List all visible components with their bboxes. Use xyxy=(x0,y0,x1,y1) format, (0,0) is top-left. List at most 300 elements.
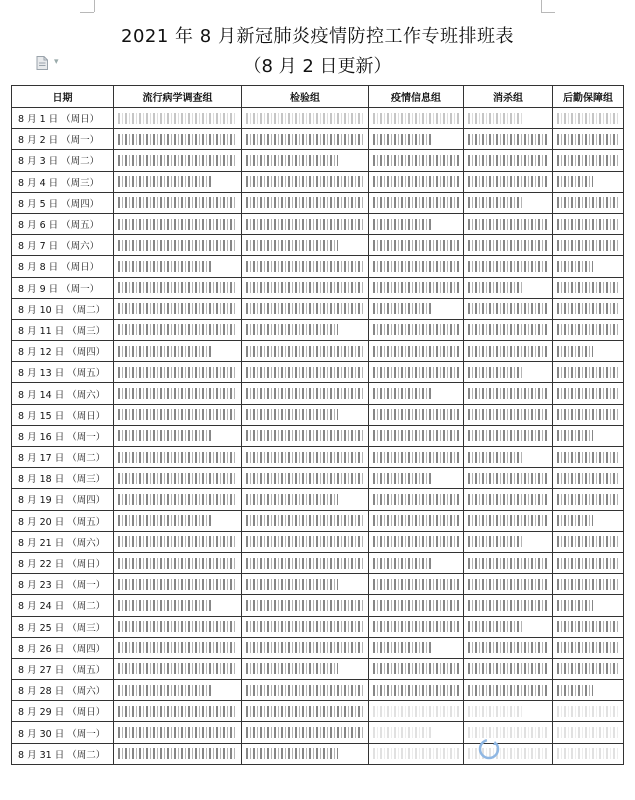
redaction-mark xyxy=(468,367,522,378)
redacted-name-cell xyxy=(553,150,624,171)
table-row xyxy=(12,743,624,764)
redacted-name-cell xyxy=(369,129,464,150)
redaction-mark xyxy=(246,261,364,272)
table-row xyxy=(12,680,624,701)
redaction-mark xyxy=(373,727,433,738)
redaction-mark xyxy=(246,663,338,674)
date-cell: 8 月 7 日 （周六） xyxy=(12,235,114,256)
redacted-name-cell xyxy=(553,171,624,192)
redaction-mark xyxy=(118,473,237,484)
redaction-mark xyxy=(468,282,522,293)
redaction-mark xyxy=(468,240,548,251)
redacted-name-cell xyxy=(553,616,624,637)
redaction-mark xyxy=(557,621,619,632)
redaction-mark xyxy=(557,409,619,420)
redaction-mark xyxy=(468,663,548,674)
date-cell: 8 月 6 日 （周五） xyxy=(12,213,114,234)
redacted-name-cell xyxy=(114,574,242,595)
page-corner-mark-left-h xyxy=(80,12,94,13)
redacted-name-cell xyxy=(553,256,624,277)
table-row xyxy=(12,108,624,129)
table-row xyxy=(12,213,624,234)
date-cell: 8 月 26 日 （周四） xyxy=(12,637,114,658)
redaction-mark xyxy=(373,367,459,378)
redacted-name-cell xyxy=(242,277,369,298)
redacted-name-cell xyxy=(242,319,369,340)
redaction-mark xyxy=(373,197,459,208)
redaction-mark xyxy=(246,134,364,145)
redaction-mark xyxy=(246,346,364,357)
table-row xyxy=(12,319,624,340)
redaction-mark xyxy=(246,473,364,484)
table-row xyxy=(12,468,624,489)
redaction-mark xyxy=(468,219,548,230)
date-cell: 8 月 30 日 （周一） xyxy=(12,722,114,743)
redacted-name-cell xyxy=(369,531,464,552)
redaction-mark xyxy=(557,197,619,208)
redaction-mark xyxy=(246,642,364,653)
redaction-mark xyxy=(468,473,548,484)
redacted-name-cell xyxy=(114,468,242,489)
date-cell: 8 月 31 日 （周二） xyxy=(12,743,114,764)
redacted-name-cell xyxy=(464,425,553,446)
redaction-mark xyxy=(246,409,338,420)
redaction-mark xyxy=(118,155,237,166)
date-cell: 8 月 29 日 （周日） xyxy=(12,701,114,722)
redacted-name-cell xyxy=(464,150,553,171)
redaction-mark xyxy=(246,748,338,759)
date-cell: 8 月 20 日 （周五） xyxy=(12,510,114,531)
redacted-name-cell xyxy=(369,171,464,192)
date-cell: 8 月 25 日 （周三） xyxy=(12,616,114,637)
redaction-mark xyxy=(373,113,459,124)
redacted-name-cell xyxy=(464,531,553,552)
redacted-name-cell xyxy=(114,552,242,573)
redaction-mark xyxy=(246,113,364,124)
table-row xyxy=(12,150,624,171)
redaction-mark xyxy=(468,155,548,166)
redaction-mark xyxy=(118,515,211,526)
redaction-mark xyxy=(246,367,364,378)
redacted-name-cell xyxy=(464,701,553,722)
redacted-name-cell xyxy=(242,531,369,552)
redaction-mark xyxy=(468,261,548,272)
table-row xyxy=(12,489,624,510)
table-row xyxy=(12,362,624,383)
redaction-mark xyxy=(246,324,338,335)
redaction-mark xyxy=(468,134,548,145)
redaction-mark xyxy=(468,515,548,526)
date-cell: 8 月 15 日 （周日） xyxy=(12,404,114,425)
header-info: 疫情信息组 xyxy=(369,86,464,108)
redaction-mark xyxy=(557,324,619,335)
redacted-name-cell xyxy=(464,319,553,340)
redacted-name-cell xyxy=(464,680,553,701)
date-cell: 8 月 28 日 （周六） xyxy=(12,680,114,701)
redacted-name-cell xyxy=(369,489,464,510)
redacted-name-cell xyxy=(553,722,624,743)
redaction-mark xyxy=(118,685,211,696)
redaction-mark xyxy=(373,642,433,653)
redaction-mark xyxy=(246,240,338,251)
redaction-mark xyxy=(118,600,211,611)
table-row xyxy=(12,552,624,573)
redacted-name-cell xyxy=(369,425,464,446)
redacted-name-cell xyxy=(464,552,553,573)
table-row xyxy=(12,722,624,743)
date-cell: 8 月 5 日 （周四） xyxy=(12,192,114,213)
redaction-mark xyxy=(557,536,619,547)
redaction-mark xyxy=(373,558,433,569)
header-epidemiology: 流行病学调查组 xyxy=(114,86,242,108)
redaction-mark xyxy=(246,388,364,399)
redacted-name-cell xyxy=(369,701,464,722)
redacted-name-cell xyxy=(553,637,624,658)
redaction-mark xyxy=(246,515,364,526)
redacted-name-cell xyxy=(242,425,369,446)
redaction-mark xyxy=(246,155,338,166)
redaction-mark xyxy=(118,303,237,314)
redaction-mark xyxy=(118,346,211,357)
redaction-mark xyxy=(118,706,237,717)
redacted-name-cell xyxy=(114,531,242,552)
redaction-mark xyxy=(118,240,237,251)
redacted-name-cell xyxy=(242,404,369,425)
redacted-name-cell xyxy=(242,192,369,213)
redacted-name-cell xyxy=(369,256,464,277)
redacted-name-cell xyxy=(553,383,624,404)
redaction-mark xyxy=(246,494,338,505)
date-cell: 8 月 17 日 （周二） xyxy=(12,447,114,468)
redaction-mark xyxy=(373,621,459,632)
redacted-name-cell xyxy=(464,171,553,192)
redaction-mark xyxy=(557,240,619,251)
redacted-name-cell xyxy=(114,383,242,404)
redacted-name-cell xyxy=(464,108,553,129)
date-cell: 8 月 14 日 （周六） xyxy=(12,383,114,404)
schedule-table xyxy=(11,85,624,765)
redacted-name-cell xyxy=(369,150,464,171)
redacted-name-cell xyxy=(369,319,464,340)
redaction-mark xyxy=(373,452,459,463)
redacted-name-cell xyxy=(242,341,369,362)
redacted-name-cell xyxy=(464,192,553,213)
redacted-name-cell xyxy=(114,108,242,129)
redaction-mark xyxy=(373,219,433,230)
date-cell: 8 月 1 日 （周日） xyxy=(12,108,114,129)
redaction-mark xyxy=(373,409,459,420)
redacted-name-cell xyxy=(114,150,242,171)
redacted-name-cell xyxy=(369,404,464,425)
redacted-name-cell xyxy=(464,362,553,383)
redacted-name-cell xyxy=(114,298,242,319)
redacted-name-cell xyxy=(114,743,242,764)
redacted-name-cell xyxy=(242,574,369,595)
redacted-name-cell xyxy=(242,383,369,404)
table-row xyxy=(12,510,624,531)
date-cell: 8 月 10 日 （周二） xyxy=(12,298,114,319)
redacted-name-cell xyxy=(242,743,369,764)
redaction-mark xyxy=(373,155,459,166)
redacted-name-cell xyxy=(553,235,624,256)
redacted-name-cell xyxy=(369,362,464,383)
redaction-mark xyxy=(118,388,237,399)
table-row xyxy=(12,616,624,637)
redacted-name-cell xyxy=(114,192,242,213)
redaction-mark xyxy=(557,600,593,611)
table-row xyxy=(12,637,624,658)
redacted-name-cell xyxy=(114,277,242,298)
redaction-mark xyxy=(373,706,459,717)
redaction-mark xyxy=(246,706,364,717)
redaction-mark xyxy=(373,536,459,547)
redacted-name-cell xyxy=(242,510,369,531)
redaction-mark xyxy=(246,430,364,441)
redaction-mark xyxy=(373,388,433,399)
redacted-name-cell xyxy=(114,235,242,256)
redaction-mark xyxy=(118,197,237,208)
redacted-name-cell xyxy=(369,235,464,256)
redacted-name-cell xyxy=(464,277,553,298)
redacted-name-cell xyxy=(369,108,464,129)
redaction-mark xyxy=(468,452,522,463)
redaction-mark xyxy=(468,303,548,314)
schedule-body xyxy=(12,108,624,765)
redaction-mark xyxy=(373,515,459,526)
redaction-mark xyxy=(118,282,237,293)
redacted-name-cell xyxy=(114,319,242,340)
redacted-name-cell xyxy=(242,129,369,150)
redaction-mark xyxy=(246,579,338,590)
redacted-name-cell xyxy=(464,595,553,616)
redacted-name-cell xyxy=(114,701,242,722)
redaction-mark xyxy=(246,536,364,547)
redacted-name-cell xyxy=(464,341,553,362)
table-row xyxy=(12,298,624,319)
redacted-name-cell xyxy=(114,722,242,743)
date-cell: 8 月 13 日 （周五） xyxy=(12,362,114,383)
redacted-name-cell xyxy=(242,362,369,383)
sync-icon[interactable] xyxy=(477,737,501,761)
redacted-name-cell xyxy=(114,256,242,277)
redacted-name-cell xyxy=(242,701,369,722)
redacted-name-cell xyxy=(553,192,624,213)
redaction-mark xyxy=(373,134,433,145)
redaction-mark xyxy=(468,346,548,357)
redacted-name-cell xyxy=(553,362,624,383)
redaction-mark xyxy=(118,558,237,569)
redacted-name-cell xyxy=(242,468,369,489)
redaction-mark xyxy=(246,685,364,696)
redacted-name-cell xyxy=(464,235,553,256)
redaction-mark xyxy=(373,346,459,357)
redacted-name-cell xyxy=(369,277,464,298)
redaction-mark xyxy=(246,197,364,208)
chevron-down-icon[interactable]: ▾ xyxy=(54,57,59,67)
redaction-mark xyxy=(468,494,548,505)
table-row xyxy=(12,192,624,213)
redaction-mark xyxy=(373,176,459,187)
date-cell: 8 月 8 日 （周日） xyxy=(12,256,114,277)
redaction-mark xyxy=(557,579,619,590)
date-cell: 8 月 16 日 （周一） xyxy=(12,425,114,446)
redaction-mark xyxy=(557,113,619,124)
redacted-name-cell xyxy=(114,637,242,658)
redaction-mark xyxy=(246,452,364,463)
redacted-name-cell xyxy=(369,298,464,319)
date-cell: 8 月 23 日 （周一） xyxy=(12,574,114,595)
redaction-mark xyxy=(468,409,548,420)
redacted-name-cell xyxy=(114,447,242,468)
redacted-name-cell xyxy=(553,489,624,510)
redacted-name-cell xyxy=(242,150,369,171)
table-row xyxy=(12,129,624,150)
table-row xyxy=(12,595,624,616)
redaction-mark xyxy=(557,346,593,357)
page-corner-mark-left xyxy=(94,0,95,12)
date-cell: 8 月 12 日 （周四） xyxy=(12,341,114,362)
redaction-mark xyxy=(557,685,593,696)
redacted-name-cell xyxy=(369,574,464,595)
redaction-mark xyxy=(557,727,619,738)
redaction-mark xyxy=(557,367,619,378)
redaction-mark xyxy=(118,367,237,378)
redacted-name-cell xyxy=(464,383,553,404)
redaction-mark xyxy=(246,558,364,569)
redacted-name-cell xyxy=(369,595,464,616)
redacted-name-cell xyxy=(553,468,624,489)
redaction-mark xyxy=(118,261,211,272)
redacted-name-cell xyxy=(464,129,553,150)
redacted-name-cell xyxy=(242,447,369,468)
redaction-mark xyxy=(373,600,459,611)
redaction-mark xyxy=(468,430,548,441)
redacted-name-cell xyxy=(553,658,624,679)
redaction-mark xyxy=(246,219,364,230)
redaction-mark xyxy=(373,282,459,293)
redacted-name-cell xyxy=(242,658,369,679)
redacted-name-cell xyxy=(242,171,369,192)
redaction-mark xyxy=(118,536,237,547)
redacted-name-cell xyxy=(114,404,242,425)
redaction-mark xyxy=(557,494,619,505)
date-cell: 8 月 18 日 （周三） xyxy=(12,468,114,489)
redaction-mark xyxy=(557,430,593,441)
redaction-mark xyxy=(468,176,548,187)
redaction-mark xyxy=(246,727,364,738)
table-row xyxy=(12,235,624,256)
redacted-name-cell xyxy=(369,552,464,573)
redacted-name-cell xyxy=(464,298,553,319)
redacted-name-cell xyxy=(114,680,242,701)
redacted-name-cell xyxy=(369,192,464,213)
redaction-mark xyxy=(246,600,364,611)
redaction-mark xyxy=(468,706,522,717)
redacted-name-cell xyxy=(242,722,369,743)
table-row xyxy=(12,404,624,425)
redaction-mark xyxy=(557,303,619,314)
date-cell: 8 月 19 日 （周四） xyxy=(12,489,114,510)
redacted-name-cell xyxy=(464,447,553,468)
redacted-name-cell xyxy=(114,362,242,383)
redacted-name-cell xyxy=(553,425,624,446)
redacted-name-cell xyxy=(242,489,369,510)
redacted-name-cell xyxy=(464,616,553,637)
redaction-mark xyxy=(557,282,619,293)
date-cell: 8 月 27 日 （周五） xyxy=(12,658,114,679)
redaction-mark xyxy=(557,473,619,484)
table-row xyxy=(12,531,624,552)
redacted-name-cell xyxy=(114,510,242,531)
redacted-name-cell xyxy=(114,658,242,679)
redaction-mark xyxy=(373,663,459,674)
table-row xyxy=(12,341,624,362)
redacted-name-cell xyxy=(553,595,624,616)
redacted-name-cell xyxy=(242,680,369,701)
redacted-name-cell xyxy=(464,510,553,531)
redacted-name-cell xyxy=(242,256,369,277)
redaction-mark xyxy=(468,113,522,124)
redaction-mark xyxy=(557,706,619,717)
redaction-mark xyxy=(118,219,237,230)
redaction-mark xyxy=(373,324,459,335)
redacted-name-cell xyxy=(369,213,464,234)
redacted-name-cell xyxy=(242,108,369,129)
redaction-mark xyxy=(468,600,548,611)
redaction-mark xyxy=(468,536,522,547)
header-testing: 检验组 xyxy=(242,86,369,108)
redaction-mark xyxy=(118,494,237,505)
redaction-mark xyxy=(557,388,619,399)
redacted-name-cell xyxy=(242,213,369,234)
redaction-mark xyxy=(246,176,364,187)
redacted-name-cell xyxy=(242,235,369,256)
redacted-name-cell xyxy=(553,319,624,340)
table-row xyxy=(12,256,624,277)
redaction-mark xyxy=(118,324,237,335)
redaction-mark xyxy=(373,579,459,590)
redacted-name-cell xyxy=(553,510,624,531)
redacted-name-cell xyxy=(464,489,553,510)
redaction-mark xyxy=(246,621,364,632)
redaction-mark xyxy=(373,261,459,272)
redaction-mark xyxy=(118,727,237,738)
redaction-mark xyxy=(118,113,237,124)
table-row xyxy=(12,447,624,468)
redacted-name-cell xyxy=(553,277,624,298)
redacted-name-cell xyxy=(369,637,464,658)
redacted-name-cell xyxy=(553,680,624,701)
date-cell: 8 月 11 日 （周三） xyxy=(12,319,114,340)
redacted-name-cell xyxy=(553,404,624,425)
redacted-name-cell xyxy=(553,447,624,468)
redacted-name-cell xyxy=(553,213,624,234)
redaction-mark xyxy=(118,642,237,653)
redacted-name-cell xyxy=(114,595,242,616)
header-date: 日期 xyxy=(12,86,114,108)
redacted-name-cell xyxy=(242,637,369,658)
redaction-mark xyxy=(468,621,522,632)
redacted-name-cell xyxy=(114,616,242,637)
table-row xyxy=(12,383,624,404)
header-disinfection: 消杀组 xyxy=(464,86,553,108)
redacted-name-cell xyxy=(553,108,624,129)
table-row xyxy=(12,574,624,595)
redaction-mark xyxy=(468,197,522,208)
date-cell: 8 月 4 日 （周三） xyxy=(12,171,114,192)
redacted-name-cell xyxy=(553,574,624,595)
redaction-mark xyxy=(373,430,459,441)
